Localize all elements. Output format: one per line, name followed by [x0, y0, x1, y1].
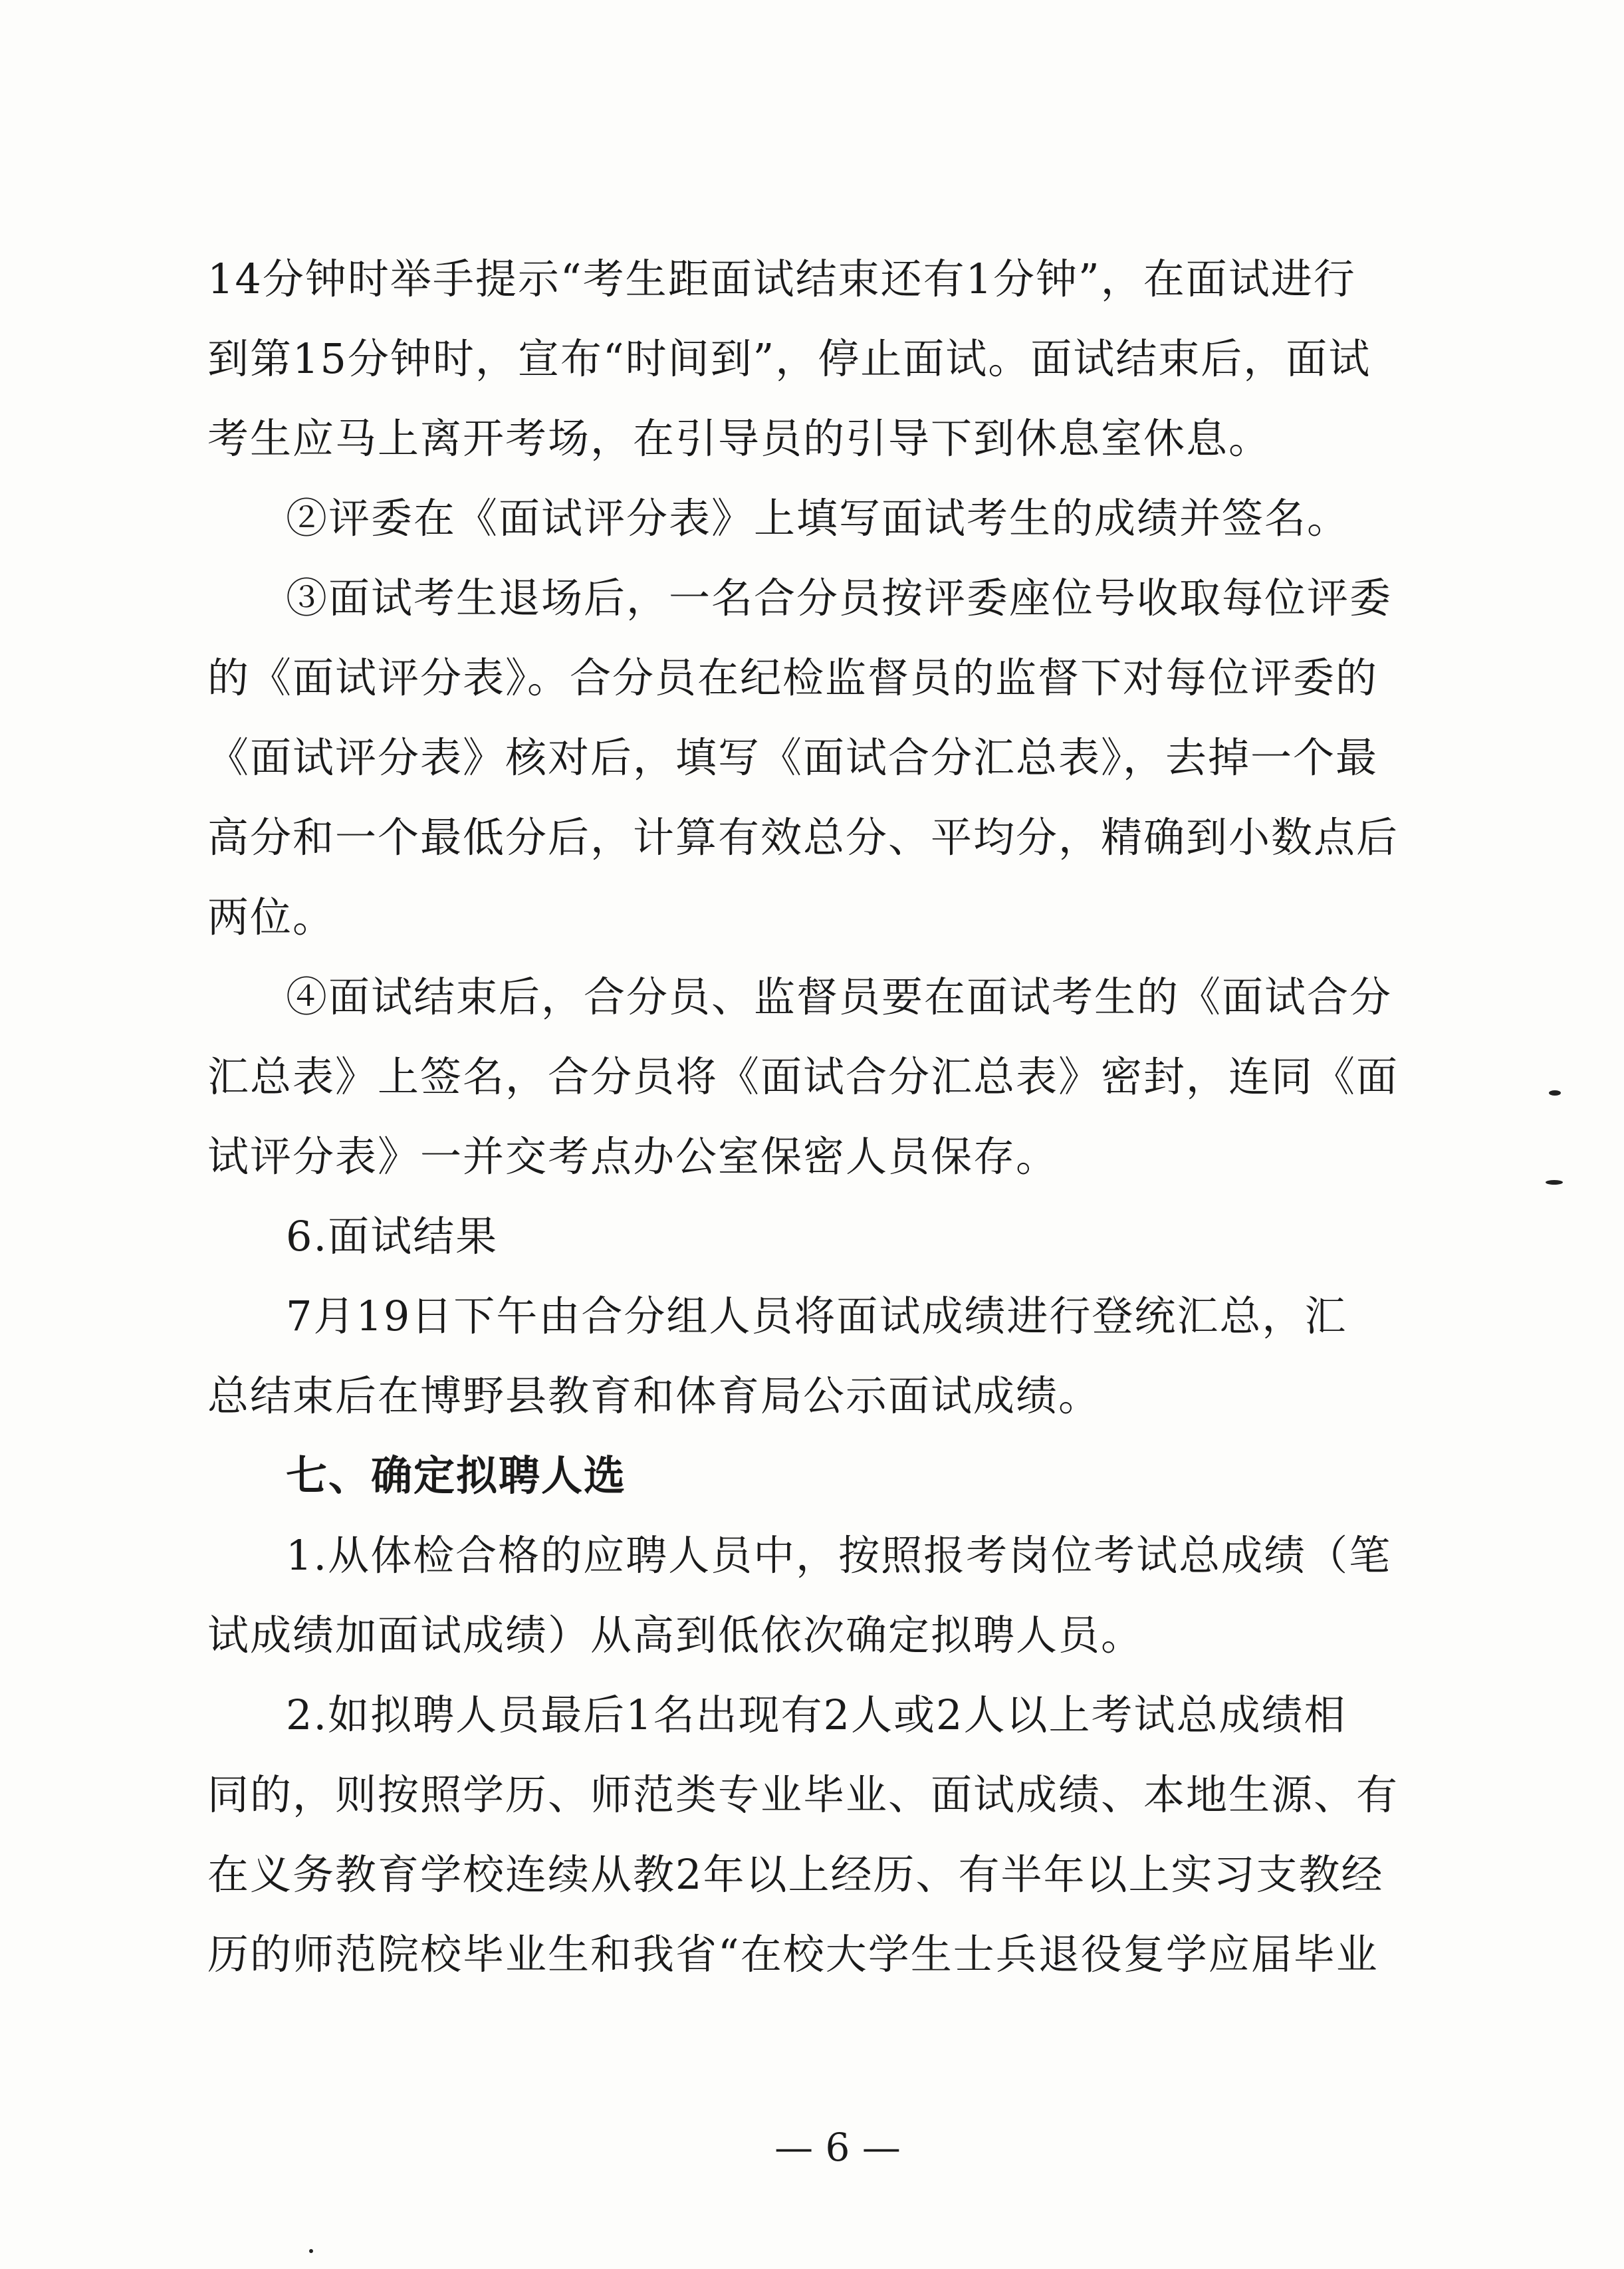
body-text-line: 两位。 — [207, 893, 336, 941]
body-text-line: 14分钟时举手提示“考生距面试结束还有1分钟”，在面试进行 — [207, 255, 1356, 303]
body-text-line: ②评委在《面试评分表》上填写面试考生的成绩并签名。 — [286, 494, 1350, 542]
scan-speck — [1546, 1180, 1563, 1185]
body-text-line: 考生应马上离开考场，在引导员的引导下到休息室休息。 — [207, 414, 1272, 463]
body-text-line: 试成绩加面试成绩）从高到低依次确定拟聘人员。 — [207, 1611, 1144, 1659]
body-text-line: 总结束后在博野县教育和体育局公示面试成绩。 — [207, 1372, 1102, 1420]
body-text-line: 历的师范院校毕业生和我省“在校大学生士兵退役复学应届毕业 — [207, 1930, 1379, 1978]
page-number: — 6 — — [774, 2125, 901, 2170]
body-text-line: 试评分表》一并交考点办公室保密人员保存。 — [207, 1132, 1059, 1181]
body-text-line: 的《面试评分表》。合分员在纪检监督员的监督下对每位评委的 — [207, 654, 1379, 702]
scan-speck — [1549, 1090, 1561, 1096]
body-text-line: 到第15分钟时，宣布“时间到”，停止面试。面试结束后，面试 — [207, 334, 1371, 383]
section-heading: 七、确定拟聘人选 — [286, 1451, 627, 1500]
body-text-line: 汇总表》上签名，合分员将《面试合分汇总表》密封，连同《面 — [207, 1052, 1399, 1101]
body-text-line: 《面试评分表》核对后，填写《面试合分汇总表》，去掉一个最 — [207, 733, 1379, 782]
body-text-line: ③面试考生退场后，一名合分员按评委座位号收取每位评委 — [286, 574, 1393, 622]
body-text-line: 高分和一个最低分后，计算有效总分、平均分，精确到小数点后 — [207, 813, 1399, 862]
body-text-line: 7月19日下午由合分组人员将面试成绩进行登统汇总，汇 — [286, 1292, 1347, 1340]
section-subheading: 6.面试结果 — [286, 1212, 499, 1260]
body-text-line: 2.如拟聘人员最后1名出现有2人或2人以上考试总成绩相 — [286, 1691, 1347, 1739]
scan-speck — [309, 2249, 313, 2253]
body-text-line: 在义务教育学校连续从教2年以上经历、有半年以上实习支教经 — [207, 1850, 1384, 1899]
body-text-line: 同的，则按照学历、师范类专业毕业、面试成绩、本地生源、有 — [207, 1770, 1399, 1819]
body-text-line: 1.从体检合格的应聘人员中，按照报考岗位考试总成绩（笔 — [286, 1531, 1392, 1580]
body-text-line: ④面试结束后，合分员、监督员要在面试考生的《面试合分 — [286, 973, 1393, 1021]
